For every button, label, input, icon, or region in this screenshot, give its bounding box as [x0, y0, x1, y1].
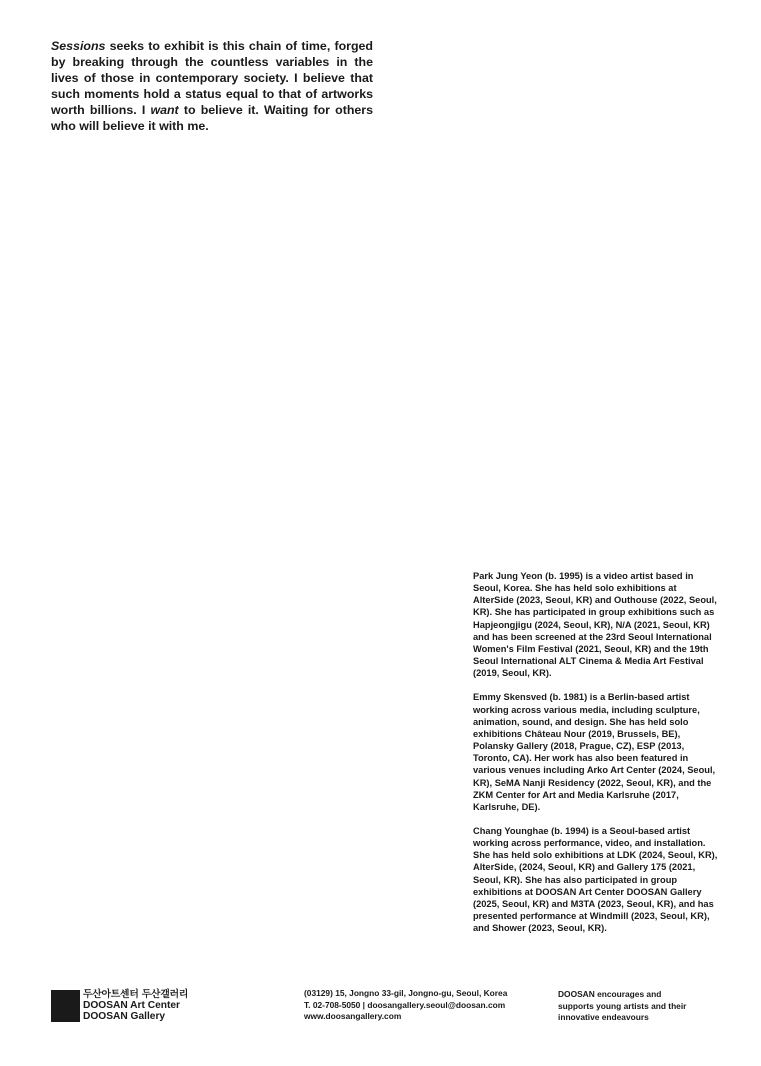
website-link[interactable]: www.doosangallery.com [304, 1011, 402, 1022]
logo-square-icon [51, 990, 80, 1022]
contact-info [304, 988, 507, 1023]
address: (03129) 15, Jongno 33-gil, Jongno-gu, Seoul, Korea [304, 988, 508, 998]
artist-bio-chang-younghae: Chang Younghae (b. 1994) is a Seoul-based artist working across performance, video, and installation. She has held solo exhibitions at LDK (2024, Seoul, KR), AlterSide, (2024, Seoul, KR) and Gallery 175 (2021, Seoul, KR). She has also participated in group exhibitions at DOOSAN Art Center DOOSAN Gallery (2025, Seoul, KR) and M3TA (2023, Seoul, KR), and has presented performance at Windmill (2023, Seoul, KR), and Shower (2023, Seoul, KR). [473, 825, 718, 934]
logo-korean-name: 두산아트센터 두산갤러리 [83, 989, 189, 1000]
slogan-line: supports young artists and their [558, 1000, 687, 1011]
slogan-line: DOOSAN encourages and [558, 989, 662, 999]
exhibition-title: Sessions [51, 39, 106, 53]
logo-name-art-center: DOOSAN Art Center [83, 999, 180, 1011]
artist-bio-park-jung-yeon: Park Jung Yeon (b. 1995) is a video artist based in Seoul, Korea. She has held solo exhibitions at AlterSide (2023, Seoul, KR) and Outhouse (2022, Seoul, KR). She has participated in group exhibitions such as Hapjeongjigu (2024, Seoul, KR), N/A (2021, Seoul, KR) and has been screened at the 23rd Seoul International Women's Film Festival (2021, Seoul, KR) and the 19th Seoul International ALT Cinema & Media Art Festival (2019, Seoul, KR). [473, 571, 717, 679]
phone-email: T. 02-708-5050 | doosangallery.seoul@doosan.com [304, 999, 506, 1010]
intro-text-part-2: to believe it. Waiting for others who will believe it with me. [51, 103, 373, 134]
intro-emphasis: want [150, 103, 179, 118]
logo-name-gallery: DOOSAN Gallery [83, 1010, 166, 1022]
intro-paragraph [51, 38, 373, 135]
artist-bio-emmy-skensved: Emmy Skensved (b. 1981) is a Berlin-based artist working across various media, including sculpture, animation, sound, and design. She has held solo exhibitions Château Nour (2019, Brussels, BE), Polansky Gallery (2018, Prague, CZ), ESP (2013, Toronto, CA). Her work has also been featured in various venues including Arko Art Center (2024, Seoul, KR), SeMA Nanji Residency (2022, Seoul, KR), and the ZKM Center for Art and Media Karlsruhe (2017, Karlsruhe, DE). [473, 692, 716, 812]
logo-text [83, 990, 188, 1023]
artist-bios [473, 570, 718, 934]
slogan [558, 989, 686, 1024]
intro-text-part-1: seeks to exhibit is this chain of time, forged by breaking through the countless variables in the lives of those in contemporary society. I believe that such moments hold a status equal to that of artworks worth billions. I [51, 39, 373, 118]
doosan-logo [51, 990, 188, 1023]
slogan-line: innovative endeavours [558, 1012, 649, 1023]
